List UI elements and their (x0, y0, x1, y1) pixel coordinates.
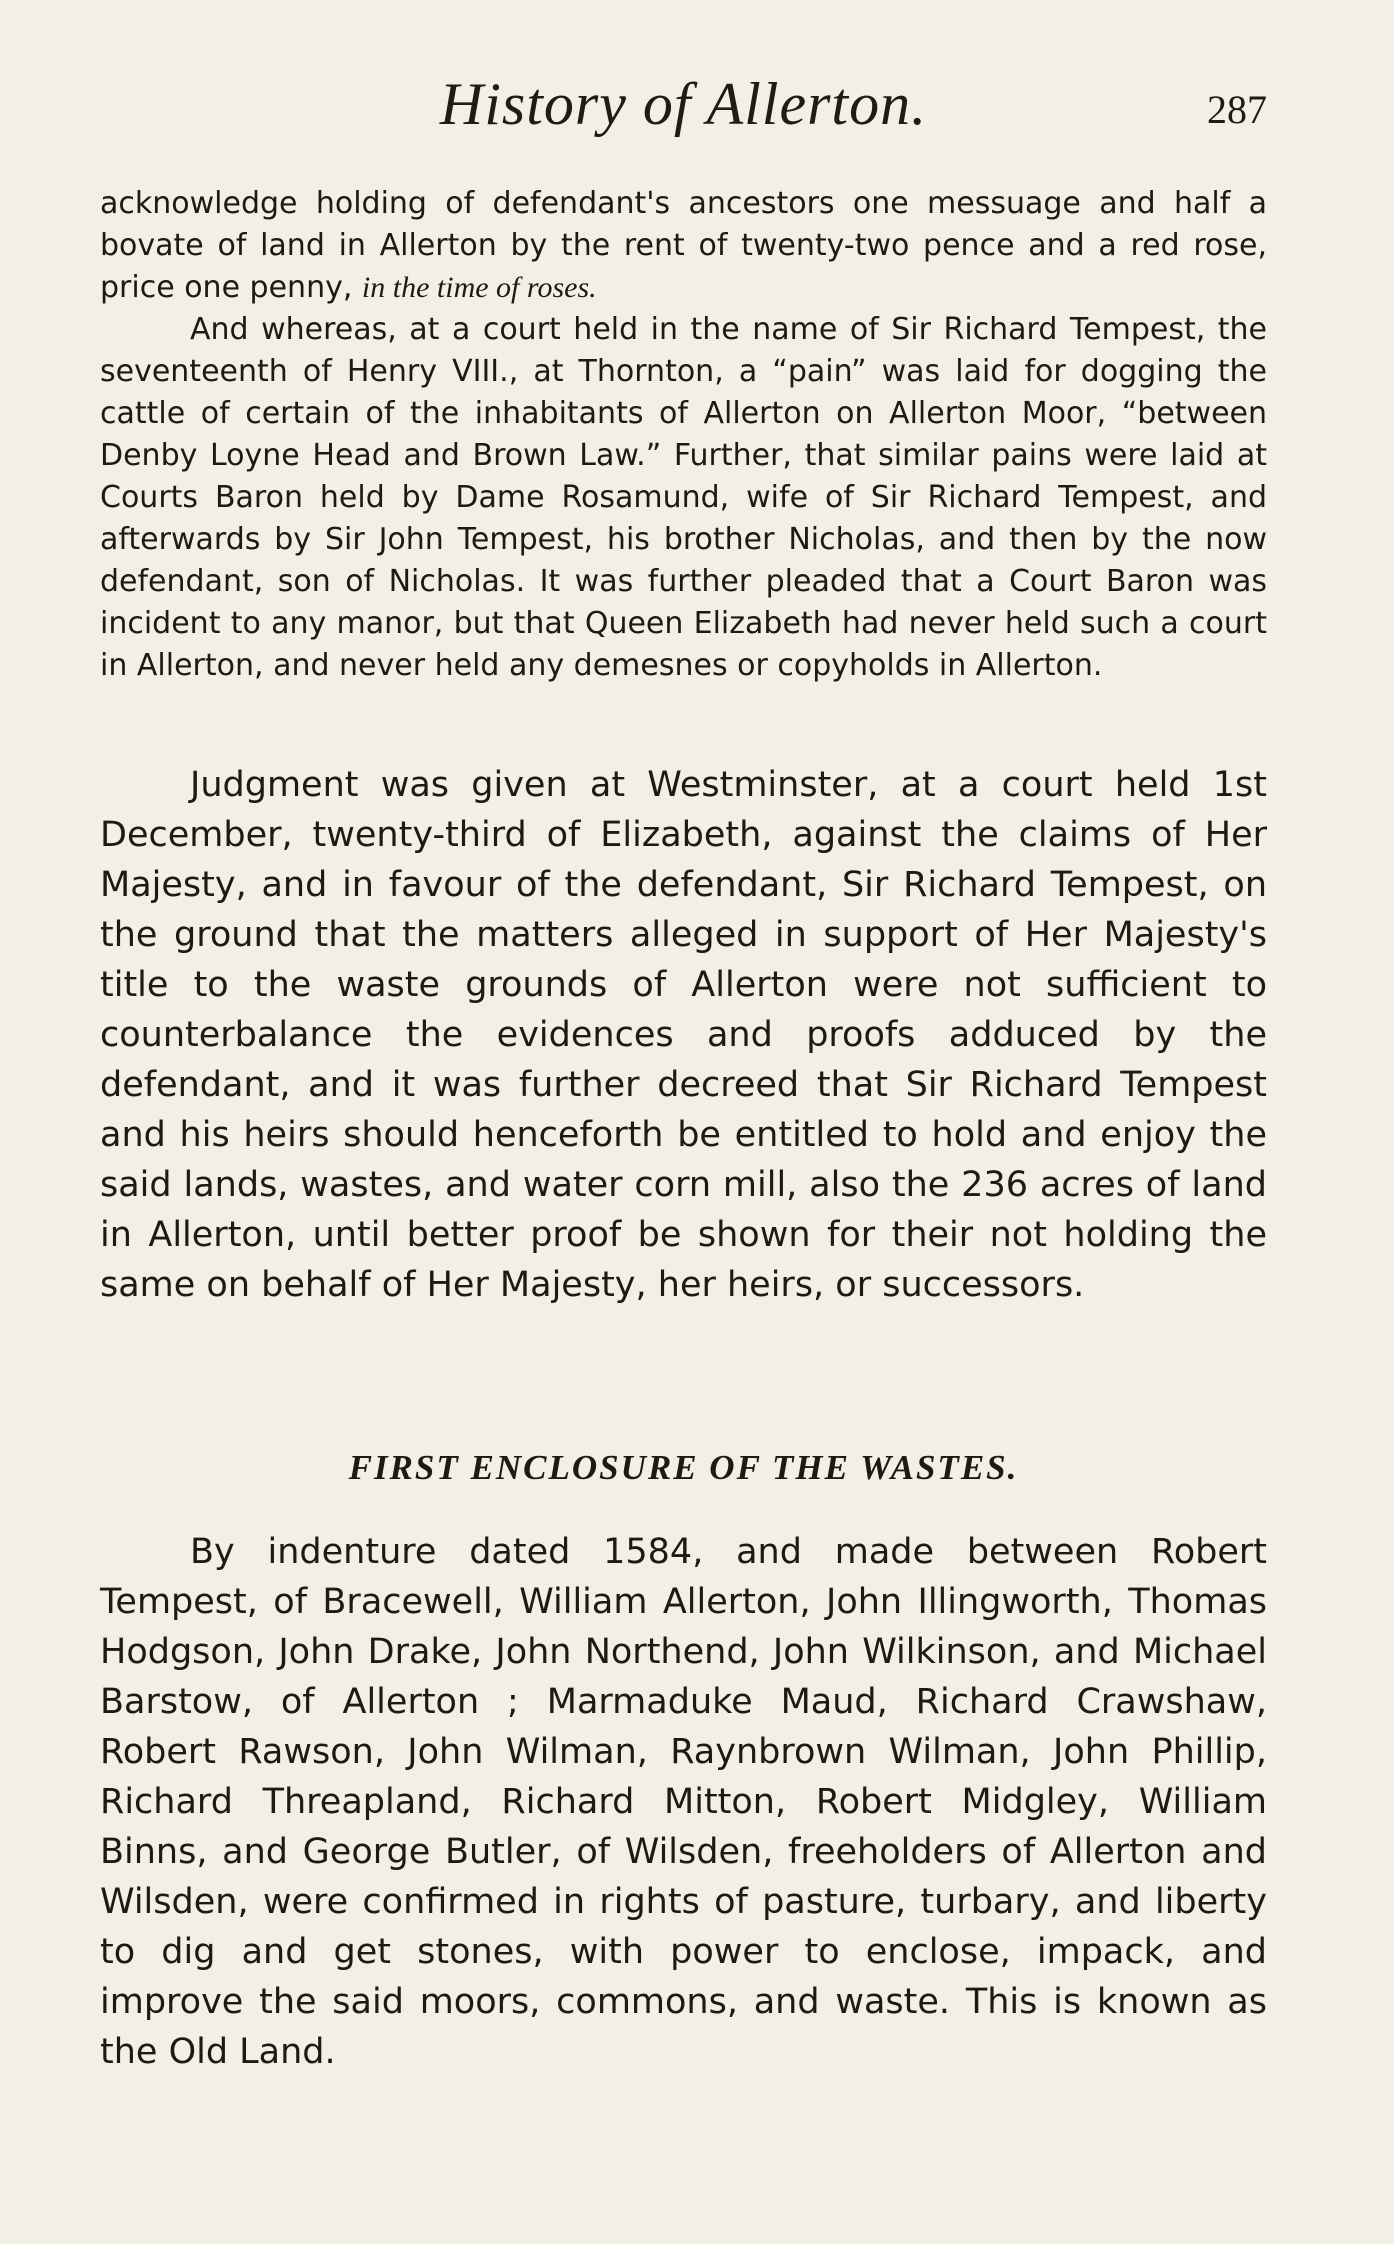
paragraph-text: acknowledge holding of defendant's ancestors one messuage and half a bovate of land in Allerton by the rent of twenty-two pence and a red rose, price one penny, (100, 186, 1267, 305)
italic-phrase: in the time of roses. (361, 271, 597, 304)
book-page (100, 0, 1267, 2244)
paragraph-continued (100, 183, 1267, 309)
section-heading: FIRST ENCLOSURE OF THE WASTES. (348, 1448, 1019, 1487)
paragraph-pleading: And whereas, at a court held in the name of Sir Richard Tempest, the seventeenth of Henry VIII., at Thornton, a “pain” was laid for dogging the cattle of certain of the inhabitants of Allerton on Allerton Moor, “between Denby Loyne Head and Brown Law.” Further, that similar pains were laid at Courts Baron held by Dame Rosamund, wife of Sir Richard Tempest, and afterwards by Sir John Tempest, his brother Nicholas, and then by the now defendant, son of Nicholas. It was further pleaded that a Court Baron was incident to any manor, but that Queen Elizabeth had never held such a court in Allerton, and never held any demesnes or copyholds in Allerton. (100, 312, 1267, 683)
page-number: 287 (1207, 87, 1267, 132)
running-head (100, 70, 1267, 150)
paragraph-judgment: Judgment was given at Westminster, at a court held 1st December, twenty-third of Elizabeth, against the claims of Her Majesty, and in favour of the defendant, Sir Richard Tempest, on the ground that the matters alleged in support of Her Majesty's title to the waste grounds of Allerton were not sufficient to counterbalance the evidences and proofs adduced by the defendant, and it was further decreed that Sir Richard Tempest and his heirs should henceforth be entitled to hold and enjoy the said lands, wastes, and water corn mill, also the 236 acres of land in Allerton, until better proof be shown for their not holding the same on behalf of Her Majesty, her heirs, or successors. (100, 765, 1267, 1305)
paragraph-indenture: By indenture dated 1584, and made between Robert Tempest, of Bracewell, William Allerton, John Illingworth, Thomas Hodgson, John Drake, John Northend, John Wilkinson, and Michael Barstow, of Allerton ; Marmaduke Maud, Richard Crawshaw, Robert Rawson, John Wilman, Raynbrown Wilman, John Phillip, Richard Threapland, Richard Mitton, Robert Midgley, William Binns, and George Butler, of Wilsden, freeholders of Allerton and Wilsden, were confirmed in rights of pasture, turbary, and liberty to dig and get stones, with power to enclose, impack, and improve the said moors, commons, and waste. This is known as the Old Land. (100, 1532, 1267, 2072)
running-title: History of Allerton. (439, 71, 928, 137)
